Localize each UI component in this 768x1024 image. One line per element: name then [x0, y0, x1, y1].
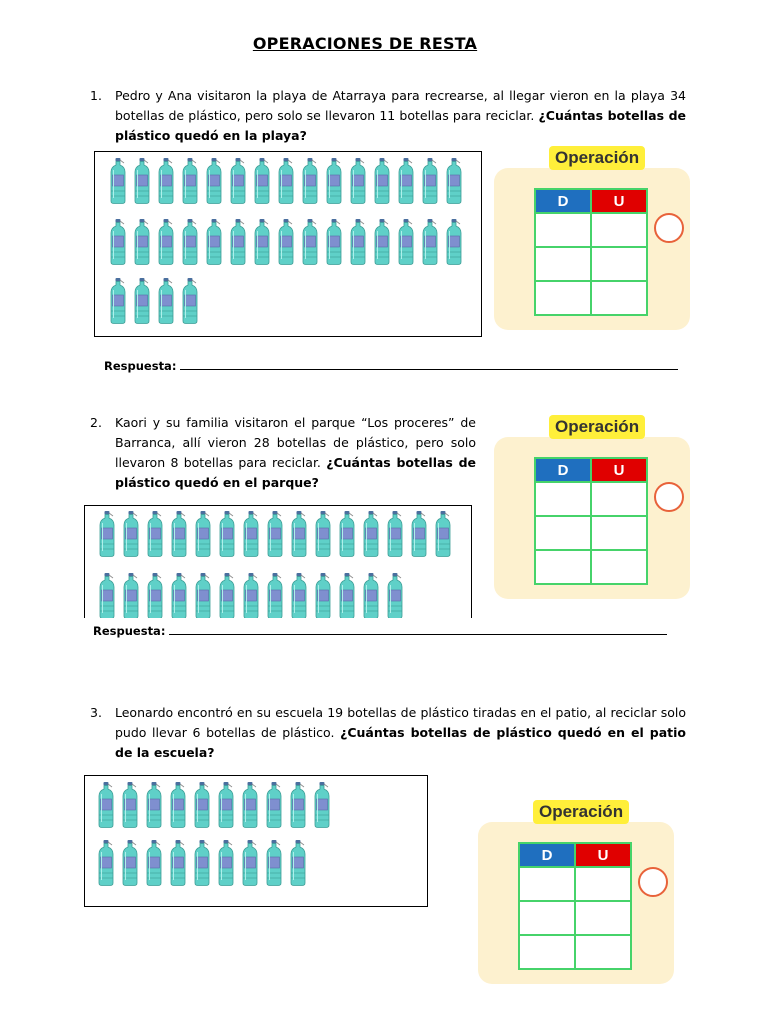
bottle-icon [373, 158, 391, 204]
tens-cell[interactable] [535, 482, 591, 516]
bottle-row [98, 573, 410, 618]
bottle-icon [122, 573, 140, 618]
bottle-icon [122, 511, 140, 557]
bottle-icon [157, 158, 175, 204]
bottle-icon [277, 219, 295, 265]
units-cell[interactable] [575, 935, 631, 969]
bottle-icon [421, 219, 439, 265]
tens-header: D [519, 843, 575, 867]
bottle-icon [229, 158, 247, 204]
operation-panel [478, 800, 678, 990]
bottle-row [97, 840, 313, 886]
bottle-icon [217, 840, 235, 886]
answer-label: Respuesta: [104, 359, 177, 373]
bottle-icon [181, 278, 199, 324]
bottle-icon [325, 158, 343, 204]
operation-table [534, 457, 648, 585]
problem-number: 1. [90, 88, 102, 103]
tens-cell[interactable] [535, 247, 591, 281]
problem-statement: Leonardo encontró en su escuela 19 botellas de plástico tiradas en el patio, al reciclar solo pudo llevar 6 botellas de plástico. [115, 705, 686, 740]
bottle-icon [97, 840, 115, 886]
bottle-icon [241, 782, 259, 828]
operation-table [518, 842, 632, 970]
bottle-icon [98, 573, 116, 618]
bottle-icon [217, 782, 235, 828]
units-header: U [591, 189, 647, 213]
bottle-icon [445, 219, 463, 265]
bottle-icon [169, 782, 187, 828]
bottle-icon [218, 573, 236, 618]
problem-3 [90, 703, 686, 763]
problem-question: ¿Cuántas botellas de plástico quedó en la playa? [115, 108, 687, 143]
bottle-icon [265, 840, 283, 886]
operation-panel [494, 146, 694, 336]
answer-line [104, 359, 678, 373]
bottle-icon [289, 840, 307, 886]
bottle-icon [146, 573, 164, 618]
bottles-box [84, 505, 472, 618]
problem-text [115, 413, 476, 493]
units-cell[interactable] [591, 482, 647, 516]
bottle-icon [325, 219, 343, 265]
bottle-icon [349, 219, 367, 265]
problem-question: ¿Cuántas botellas de plástico quedó en el parque? [115, 455, 476, 490]
problem-statement: Kaori y su familia visitaron el parque “Los proceres” de Barranca, allí vieron 28 botellas de plástico, pero solo llevaron 8 botellas para reciclar. [115, 415, 476, 470]
bottle-icon [301, 219, 319, 265]
bottle-icon [181, 158, 199, 204]
bottle-icon [314, 511, 332, 557]
bottle-icon [121, 782, 139, 828]
operation-panel [494, 415, 694, 605]
problem-number: 2. [90, 415, 102, 430]
bottle-row [109, 158, 469, 204]
operator-circle[interactable] [654, 213, 684, 243]
units-cell[interactable] [591, 550, 647, 584]
bottle-icon [386, 573, 404, 618]
units-cell[interactable] [575, 901, 631, 935]
bottle-icon [109, 158, 127, 204]
bottle-icon [146, 511, 164, 557]
bottle-icon [277, 158, 295, 204]
bottle-icon [397, 158, 415, 204]
bottle-icon [313, 782, 331, 828]
tens-cell[interactable] [519, 867, 575, 901]
problem-question: ¿Cuántas botellas de plástico quedó en el patio de la escuela? [115, 725, 686, 760]
problem-statement: Pedro y Ana visitaron la playa de Atarraya para recrearse, al llegar vieron en la playa 34 botellas de plástico, pero solo se llevaron 11 botellas para reciclar. [115, 88, 686, 123]
answer-blank[interactable] [169, 624, 667, 635]
bottle-icon [410, 511, 428, 557]
units-cell[interactable] [591, 213, 647, 247]
bottle-icon [253, 219, 271, 265]
problem-text [115, 703, 686, 763]
bottle-icon [121, 840, 139, 886]
units-cell[interactable] [591, 247, 647, 281]
tens-cell[interactable] [519, 901, 575, 935]
bottle-icon [290, 573, 308, 618]
bottle-icon [218, 511, 236, 557]
bottle-icon [193, 840, 211, 886]
bottle-icon [157, 219, 175, 265]
units-cell[interactable] [591, 281, 647, 315]
bottle-icon [181, 219, 199, 265]
bottle-icon [397, 219, 415, 265]
bottle-icon [241, 840, 259, 886]
bottle-icon [265, 782, 283, 828]
bottle-icon [193, 782, 211, 828]
bottle-icon [97, 782, 115, 828]
problem-text [115, 86, 686, 146]
bottle-icon [109, 219, 127, 265]
bottle-icon [169, 840, 187, 886]
bottle-icon [434, 511, 452, 557]
bottle-icon [338, 573, 356, 618]
bottle-icon [133, 158, 151, 204]
answer-blank[interactable] [180, 359, 678, 370]
units-cell[interactable] [591, 516, 647, 550]
bottle-icon [157, 278, 175, 324]
bottle-row [109, 219, 469, 265]
bottles-box [94, 151, 482, 337]
tens-cell[interactable] [519, 935, 575, 969]
bottle-icon [314, 573, 332, 618]
units-cell[interactable] [575, 867, 631, 901]
bottle-icon [266, 573, 284, 618]
bottle-row [109, 278, 205, 324]
bottle-icon [253, 158, 271, 204]
bottle-icon [289, 782, 307, 828]
bottle-icon [194, 511, 212, 557]
tens-header: D [535, 458, 591, 482]
bottle-icon [421, 158, 439, 204]
problem-2 [90, 413, 476, 493]
bottle-icon [170, 573, 188, 618]
bottles-box [84, 775, 428, 907]
bottle-icon [301, 158, 319, 204]
bottle-icon [445, 158, 463, 204]
bottle-icon [362, 573, 380, 618]
bottle-icon [362, 511, 380, 557]
tens-cell[interactable] [535, 516, 591, 550]
bottle-icon [109, 278, 127, 324]
tens-cell[interactable] [535, 550, 591, 584]
units-header: U [591, 458, 647, 482]
bottle-icon [373, 219, 391, 265]
bottle-icon [98, 511, 116, 557]
bottle-row [97, 782, 337, 828]
bottle-icon [205, 158, 223, 204]
problem-1 [90, 86, 686, 146]
bottle-icon [266, 511, 284, 557]
bottle-icon [242, 573, 260, 618]
bottle-icon [290, 511, 308, 557]
bottle-icon [170, 511, 188, 557]
bottle-icon [229, 219, 247, 265]
answer-line [93, 624, 667, 638]
operation-label: Operación [549, 146, 645, 170]
operation-label: Operación [549, 415, 645, 439]
operation-label: Operación [533, 800, 629, 824]
problem-number: 3. [90, 705, 102, 720]
bottle-icon [145, 782, 163, 828]
bottle-icon [194, 573, 212, 618]
bottle-icon [205, 219, 223, 265]
tens-cell[interactable] [535, 281, 591, 315]
tens-header: D [535, 189, 591, 213]
bottle-icon [133, 278, 151, 324]
operation-table [534, 188, 648, 316]
bottle-icon [338, 511, 356, 557]
units-header: U [575, 843, 631, 867]
operator-circle[interactable] [654, 482, 684, 512]
bottle-row [98, 511, 458, 557]
answer-label: Respuesta: [93, 624, 166, 638]
bottle-icon [349, 158, 367, 204]
page-title: OPERACIONES DE RESTA [252, 34, 478, 53]
bottle-icon [386, 511, 404, 557]
bottle-icon [133, 219, 151, 265]
operator-circle[interactable] [638, 867, 668, 897]
tens-cell[interactable] [535, 213, 591, 247]
bottle-icon [145, 840, 163, 886]
bottle-icon [242, 511, 260, 557]
